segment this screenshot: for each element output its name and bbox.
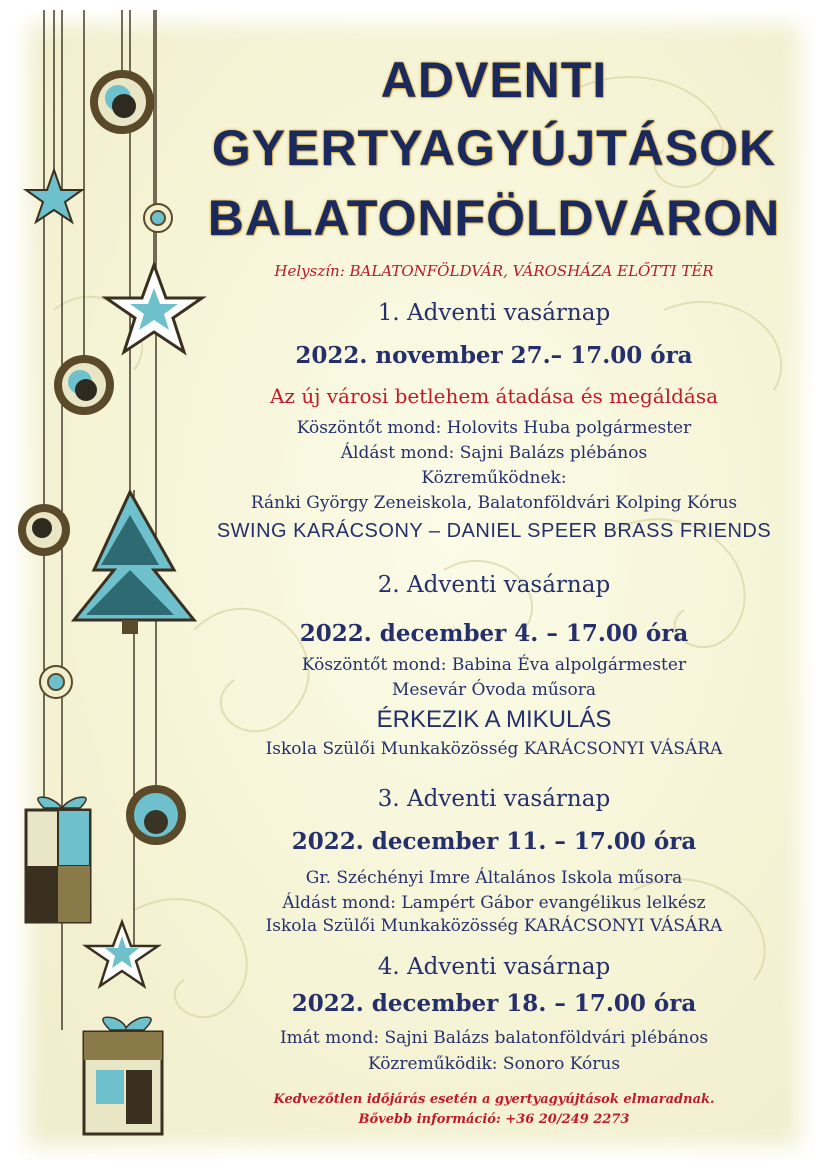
event-2-heading: 2. Adventi vasárnap [377,572,611,598]
ornament-ball-icon [54,355,114,415]
event-1-highlight: Az új városi betlehem átadása és megáldása [269,384,719,408]
christmas-tree-icon [74,492,194,634]
event-4-line: Közreműködik: Sonoro Kórus [367,1054,621,1074]
title-line-1: ADVENTI [380,52,608,108]
event-2-line: Mesevár Óvoda műsora [391,680,596,700]
gift-box-icon [26,797,90,922]
event-3-date: 2022. december 11. – 17.00 óra [291,828,697,855]
venue: Helyszín: BALATONFÖLDVÁR, VÁROSHÁZA ELŐTTI TÉR [274,262,714,280]
event-2-line: Köszöntőt mond: Babina Éva alpolgármester [301,655,687,675]
star-icon [26,170,82,222]
event-1-line: Köszöntőt mond: Holovits Huba polgármester [296,418,692,438]
title-line-2: GYERTYAGYÚJTÁSOK [211,120,777,176]
event-3-line: Áldást mond: Lampért Gábor evangélikus lelkész [282,893,706,913]
poster [14,10,814,1160]
event-1-line: Közreműködnek: [421,468,567,488]
event-1-line: Ránki György Zeneiskola, Balatonföldvári Kolping Kórus [250,493,738,513]
event-1-date: 2022. november 27.– 17.00 óra [295,342,693,369]
weather-note: Kedvezőtlen időjárás esetén a gyertyagyújtások elmaradnak. [273,1092,715,1107]
event-4-line: Imát mond: Sajni Balázs balatonföldvári plébános [279,1028,709,1048]
contact-info: Bővebb információ: +36 20/249 2273 [358,1112,630,1127]
title-line-3: BALATONFÖLDVÁRON [207,190,781,246]
event-2-line: Iskola Szülői Munkaközösség KARÁCSONYI VÁSÁRA [265,739,723,759]
ornament-ball-icon [126,785,186,845]
star-icon [86,922,158,986]
event-2-date: 2022. december 4. – 17.00 óra [299,620,689,647]
ornament-ball-icon [18,504,70,556]
event-1-heading: 1. Adventi vasárnap [377,300,611,326]
gift-box-icon [84,1017,162,1134]
event-4-heading: 4. Adventi vasárnap [377,954,611,980]
event-2-special: ÉRKEZIK A MIKULÁS [376,706,612,733]
event-3-line: Iskola Szülői Munkaközösség KARÁCSONYI VÁSÁRA [265,916,723,936]
ornament-ball-icon [90,70,154,134]
event-3-heading: 3. Adventi vasárnap [377,786,611,812]
event-3-line: Gr. Széchényi Imre Általános Iskola műsora [305,868,683,888]
event-1-line: Áldást mond: Sajni Balázs plébános [340,443,648,463]
event-1-special: SWING KARÁCSONY – DANIEL SPEER BRASS FRIENDS [216,520,772,542]
event-4-date: 2022. december 18. – 17.00 óra [291,990,697,1017]
